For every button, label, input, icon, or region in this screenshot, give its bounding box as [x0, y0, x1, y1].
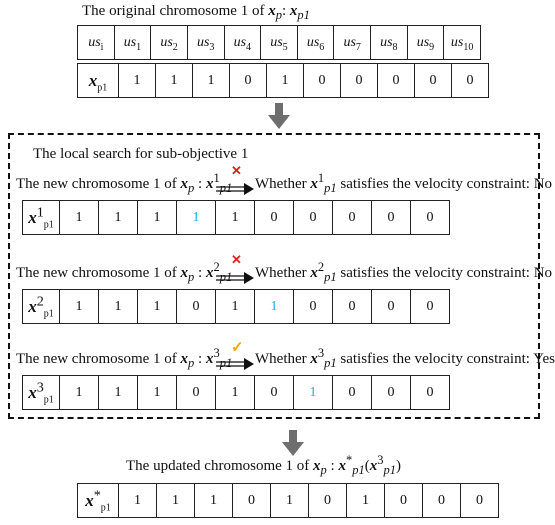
- header-cell: [297, 26, 334, 60]
- header-sub: 5: [282, 41, 288, 53]
- header-sub: 1: [136, 41, 142, 53]
- gene-cell: 0: [461, 484, 499, 518]
- gene-cell-flipped: 1: [177, 201, 216, 235]
- row-label-sup: 2: [36, 292, 44, 309]
- step-chrom-sup: 1: [213, 171, 220, 185]
- gene-cell: 0: [333, 376, 372, 410]
- gene-cell: 1: [347, 484, 385, 518]
- step-chrom: x: [205, 351, 214, 367]
- step-chrom-sub: p1: [219, 181, 233, 195]
- row-label-sub: p1: [100, 501, 111, 513]
- velocity-answer: Yes: [533, 351, 555, 367]
- step-var-sub: p: [188, 356, 195, 370]
- step-values-table: [22, 375, 450, 410]
- gene-cell: 1: [267, 64, 304, 98]
- header-sub: i: [100, 41, 104, 53]
- header-base: us: [306, 34, 320, 50]
- gene-cell: 0: [423, 484, 461, 518]
- gene-cell: 1: [60, 290, 99, 324]
- header-sub: 2: [172, 41, 178, 53]
- gene-cell: 0: [333, 201, 372, 235]
- header-row: [78, 26, 481, 60]
- header-cell: [151, 26, 188, 60]
- gene-cell: 0: [255, 376, 294, 410]
- question-chrom-sub: p1: [324, 181, 337, 195]
- updated-paren-chrom: x: [369, 458, 378, 474]
- row-label-var: x: [85, 490, 94, 510]
- gene-cell: 1: [99, 376, 138, 410]
- gene-cell: 0: [177, 376, 216, 410]
- gene-cell: 1: [193, 64, 230, 98]
- header-base: us: [343, 34, 356, 50]
- gene-cell: 0: [411, 376, 450, 410]
- gene-cell: 0: [372, 376, 411, 410]
- original-header-table: [77, 25, 481, 60]
- row-label-sub: p1: [43, 393, 54, 405]
- caption-prefix: The original chromosome 1 of: [82, 3, 265, 19]
- step-chrom-sup: 3: [213, 346, 220, 360]
- header-base: us: [450, 34, 464, 50]
- updated-var: x: [313, 458, 321, 474]
- step-prefix: The new chromosome 1 of: [16, 176, 181, 192]
- gene-cell: 1: [60, 376, 99, 410]
- step-sep: :: [194, 265, 206, 281]
- gene-cell: 0: [304, 64, 341, 98]
- gene-cell: 0: [385, 484, 423, 518]
- caption-chrom: x: [289, 3, 298, 19]
- question-suffix: satisfies the velocity constraint:: [336, 351, 534, 367]
- row-label-var: x: [28, 382, 37, 402]
- gene-cell: 0: [230, 64, 267, 98]
- step-row: [23, 201, 450, 235]
- cross-icon: ✕: [231, 163, 242, 178]
- caption-sep: :: [281, 3, 287, 19]
- row-label-sub: p1: [97, 81, 108, 93]
- gene-cell: 1: [99, 201, 138, 235]
- step-row: [23, 290, 450, 324]
- velocity-answer: No: [533, 176, 553, 192]
- velocity-question: [255, 171, 553, 195]
- gene-cell: 0: [372, 201, 411, 235]
- header-base: us: [160, 34, 173, 50]
- updated-chrom: x: [338, 458, 346, 474]
- header-sub: 7: [355, 41, 361, 53]
- gene-cell: 0: [233, 484, 271, 518]
- question-suffix: satisfies the velocity constraint:: [336, 265, 534, 281]
- row-label-var: x: [28, 207, 37, 227]
- row-label-sup: *: [93, 486, 101, 503]
- velocity-answer: No: [533, 265, 553, 281]
- updated-paren-sub: p1: [383, 463, 396, 477]
- step-sep: :: [194, 351, 206, 367]
- step-chrom-sub: p1: [219, 356, 233, 370]
- question-prefix: Whether: [255, 176, 311, 192]
- gene-cell: 0: [333, 290, 372, 324]
- question-chrom-sup: 2: [317, 260, 325, 274]
- updated-caption: The updated chromosome 1 of $x_p$ : $x^*_{p1}(x^3_{p1})$: [126, 453, 401, 477]
- right-arrow-icon: [216, 358, 254, 370]
- gene-cell: 0: [411, 290, 450, 324]
- step-var: x: [180, 176, 189, 192]
- velocity-question: [255, 346, 555, 370]
- step-chrom: x: [205, 265, 214, 281]
- header-sub: 10: [463, 41, 474, 53]
- step-caption: [16, 260, 233, 284]
- row-label-var: x: [28, 296, 37, 316]
- question-prefix: Whether: [255, 351, 311, 367]
- gene-cell: 0: [177, 290, 216, 324]
- row-label-cell: [78, 64, 119, 98]
- gene-cell: 1: [271, 484, 309, 518]
- gene-cell-flipped: 1: [294, 376, 333, 410]
- gene-cell: 0: [294, 201, 333, 235]
- step-var-sub: p: [188, 270, 195, 284]
- header-base: us: [233, 34, 247, 50]
- gene-cell: 1: [60, 201, 99, 235]
- gene-cell: 1: [216, 201, 255, 235]
- gene-cell: 0: [411, 201, 450, 235]
- header-base: us: [380, 34, 393, 50]
- updated-var-sub: p: [320, 463, 327, 477]
- gene-cell: 0: [452, 64, 489, 98]
- local-search-title: The local search for sub-objective 1: [33, 146, 249, 162]
- row-label-cell: [78, 484, 119, 518]
- header-sub: 8: [392, 41, 398, 53]
- updated-values-table: [77, 483, 499, 518]
- right-arrow-icon: [216, 183, 254, 195]
- cross-icon: ✕: [231, 252, 242, 267]
- gene-cell: 1: [216, 376, 255, 410]
- question-chrom-sup: 1: [317, 171, 325, 185]
- header-cell: [78, 26, 115, 60]
- caption-var: x: [268, 3, 276, 19]
- header-cell: [224, 26, 261, 60]
- row-label-sup: 3: [36, 378, 44, 395]
- header-cell: [114, 26, 151, 60]
- velocity-question: [255, 260, 553, 284]
- question-chrom-sub: p1: [324, 270, 337, 284]
- row-label-sup: 1: [36, 203, 44, 220]
- gene-cell: 0: [255, 201, 294, 235]
- updated-caption-prefix: The updated chromosome 1 of: [126, 458, 310, 474]
- step-sep: :: [194, 176, 206, 192]
- down-arrow-icon: [268, 103, 290, 129]
- original-values-table: [77, 63, 489, 98]
- row-label-cell: [23, 376, 60, 410]
- header-cell: [371, 26, 408, 60]
- gene-cell: 1: [138, 290, 177, 324]
- right-arrow-icon: [216, 272, 254, 284]
- header-base: us: [123, 34, 137, 50]
- step-var-sub: p: [188, 181, 195, 195]
- question-prefix: Whether: [255, 265, 311, 281]
- checkmark-icon: ✓: [231, 340, 244, 356]
- updated-chrom-sub: p1: [352, 463, 365, 477]
- row-label-cell: [23, 201, 60, 235]
- gene-cell: 1: [119, 484, 157, 518]
- header-cell: [187, 26, 224, 60]
- question-chrom: x: [310, 176, 318, 192]
- header-sub: 4: [246, 41, 252, 53]
- header-base: us: [88, 34, 101, 50]
- header-sub: 9: [429, 41, 435, 53]
- row-label-sub: p1: [43, 307, 54, 319]
- row-label-cell: [23, 290, 60, 324]
- question-chrom: x: [310, 265, 318, 281]
- step-row: [23, 376, 450, 410]
- header-base: us: [270, 34, 283, 50]
- header-base: us: [196, 34, 210, 50]
- step-var: x: [180, 265, 189, 281]
- original-caption: [82, 3, 310, 20]
- header-sub: 6: [319, 41, 325, 53]
- caption-chrom-sub: p1: [297, 8, 310, 22]
- step-chrom: x: [205, 176, 214, 192]
- gene-cell: 0: [415, 64, 452, 98]
- question-chrom-sup: 3: [317, 346, 325, 360]
- gene-cell: 1: [119, 64, 156, 98]
- caption-var-sub: p: [275, 8, 282, 22]
- gene-cell-flipped: 1: [255, 290, 294, 324]
- step-prefix: The new chromosome 1 of: [16, 265, 181, 281]
- step-values-table: [22, 289, 450, 324]
- gene-cell: 1: [138, 376, 177, 410]
- gene-cell: 0: [294, 290, 333, 324]
- question-suffix: satisfies the velocity constraint:: [336, 176, 534, 192]
- header-cell: [444, 26, 481, 60]
- step-var: x: [180, 351, 189, 367]
- header-sub: 3: [209, 41, 215, 53]
- gene-cell: 0: [372, 290, 411, 324]
- step-prefix: The new chromosome 1 of: [16, 351, 181, 367]
- question-chrom-sub: p1: [324, 356, 337, 370]
- gene-cell: 0: [309, 484, 347, 518]
- gene-cell: 1: [216, 290, 255, 324]
- updated-chrom-sup: *: [345, 453, 353, 467]
- gene-cell: 1: [157, 484, 195, 518]
- step-values-table: [22, 200, 450, 235]
- header-cell: [407, 26, 444, 60]
- gene-cell: 1: [138, 201, 177, 235]
- row-label-var: x: [88, 70, 98, 90]
- down-arrow-icon: [282, 430, 304, 456]
- gene-cell: 0: [341, 64, 378, 98]
- gene-cell: 1: [195, 484, 233, 518]
- gene-cell: 1: [156, 64, 193, 98]
- header-cell: [261, 26, 298, 60]
- row-label-sub: p1: [43, 218, 54, 230]
- original-row: [78, 64, 489, 98]
- gene-cell: 0: [378, 64, 415, 98]
- gene-cell: 1: [99, 290, 138, 324]
- step-chrom-sub: p1: [219, 270, 233, 284]
- updated-paren-sup: 3: [377, 453, 384, 467]
- header-base: us: [416, 34, 430, 50]
- step-chrom-sup: 2: [213, 260, 220, 274]
- step-caption: [16, 346, 233, 370]
- question-chrom: x: [310, 351, 318, 367]
- header-cell: [334, 26, 371, 60]
- step-caption: [16, 171, 233, 195]
- updated-row: [78, 484, 499, 518]
